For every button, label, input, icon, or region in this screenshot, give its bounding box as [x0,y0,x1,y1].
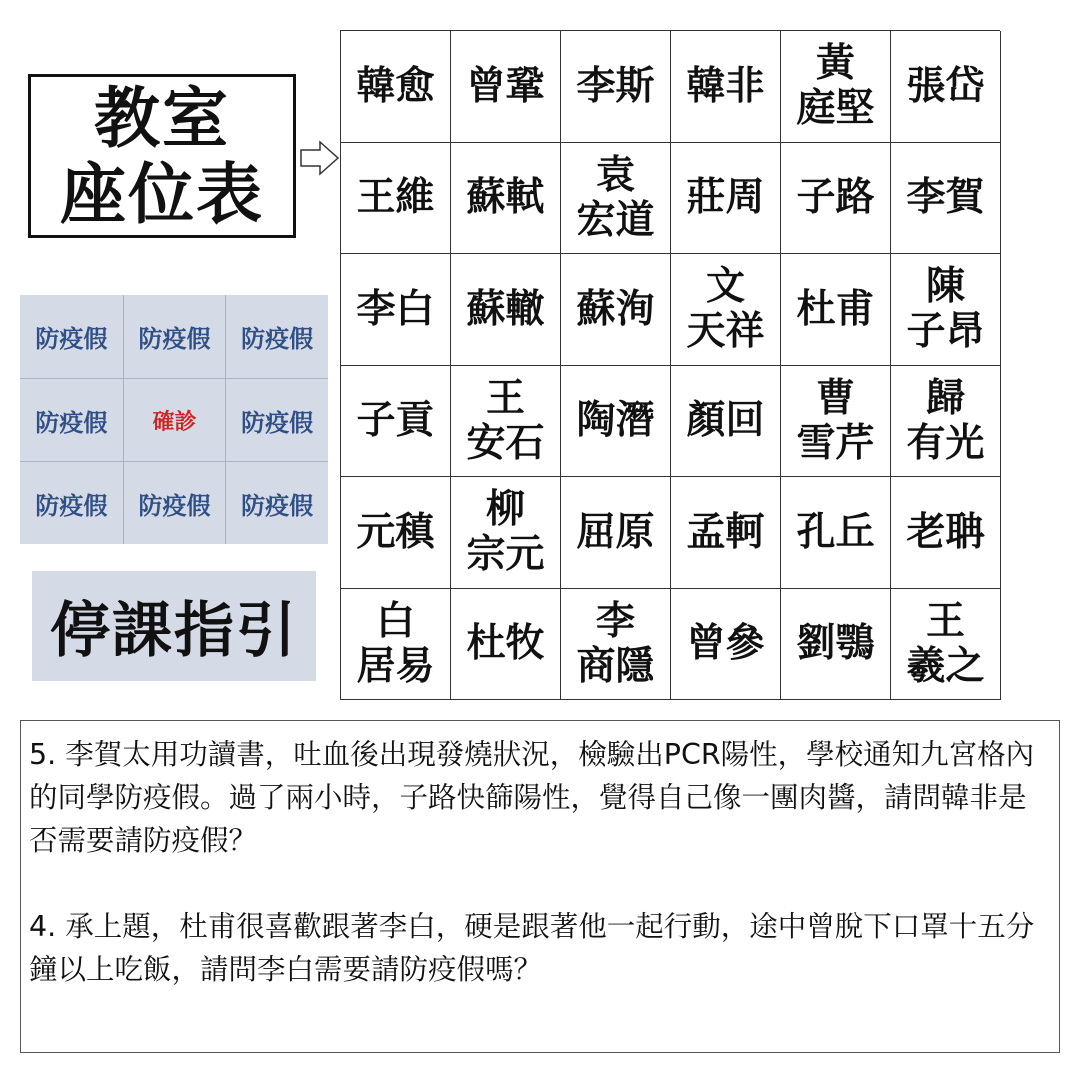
seat-name-line: 顏回 [686,397,765,444]
seat-name-line: 陳 [925,263,965,310]
quarantine-cell: 防疫假 [225,295,328,378]
quarantine-cell: 防疫假 [225,461,328,544]
quarantine-cell: 防疫假 [20,378,123,461]
seat-cell [781,477,891,589]
seat-name-line: 王 [485,374,525,421]
seat-name-line: 李賀 [906,174,985,221]
seat-cell [561,366,671,478]
seat-name-line: 子昂 [906,308,985,355]
questions-box [20,720,1060,1053]
quarantine-cell: 防疫假 [20,461,123,544]
seat-name-line: 蘇洵 [576,285,655,332]
title-box [28,74,296,238]
seat-cell [891,254,1001,366]
seat-name-line: 陶潛 [576,397,655,444]
seat-name-line: 宏道 [576,196,655,243]
seat-name-line: 屈原 [576,508,655,555]
seat-name-line: 文 [705,263,745,310]
seat-cell [341,143,451,255]
seat-name-line: 蘇轍 [466,285,545,332]
quarantine-cell: 防疫假 [35,324,108,353]
seat-name-line: 黃 [815,40,855,87]
seat-name-line: 杜牧 [466,620,545,667]
seat-cell [561,143,671,255]
right-arrow-icon [300,140,340,176]
seat-cell [781,254,891,366]
seat-cell [451,31,561,143]
seat-cell [671,589,781,701]
seat-name-line: 孟軻 [686,508,765,555]
seat-name-line: 雪芹 [796,419,875,466]
seat-name-line: 曾鞏 [466,62,545,109]
quarantine-cell: 防疫假 [123,295,226,378]
seat-name-line: 孔丘 [796,508,875,555]
seat-name-line: 蘇軾 [466,174,545,221]
seat-cell [451,143,561,255]
seat-name-line: 王 [925,597,965,644]
seat-name-line: 白 [375,597,415,644]
seat-name-line: 安石 [466,419,545,466]
seat-cell [671,254,781,366]
seat-cell [781,31,891,143]
seat-name-line: 曹 [815,374,855,421]
seat-name-line: 杜甫 [796,285,875,332]
seat-name-line: 商隱 [576,642,655,689]
seat-name-line: 莊周 [686,174,765,221]
seat-cell [341,589,451,701]
seat-cell [561,589,671,701]
seat-name-line: 子貢 [356,397,435,444]
question-4: 4. 承上題，杜甫很喜歡跟著李白，硬是跟著他一起行動，途中曾脫下口罩十五分鐘以上吃飯，請問李白需要請防疫假嗎？ [29,910,1035,986]
nine-grid [20,295,328,544]
quarantine-cell: 防疫假 [225,378,328,461]
seat-cell [781,366,891,478]
seat-cell [891,31,1001,143]
seat-name-line: 歸 [925,374,965,421]
seat-name-line: 李白 [356,285,435,332]
seat-cell [341,366,451,478]
seat-name-line: 李 [595,597,635,644]
seat-name-line: 有光 [906,419,985,466]
class-suspension-guide-label: 停課指引 [32,571,316,681]
title-line-2: 座位表 [60,155,264,233]
seat-name-line: 元稹 [356,508,435,555]
seat-cell [781,143,891,255]
seat-cell [341,477,451,589]
seat-cell [891,589,1001,701]
seat-name-line: 張岱 [906,62,985,109]
seat-name-line: 李斯 [576,62,655,109]
seat-name-line: 韓愈 [356,62,435,109]
seat-cell [341,254,451,366]
seat-cell [451,366,561,478]
seat-cell [891,477,1001,589]
seat-name-line: 劉鶚 [796,620,875,667]
seat-cell [891,143,1001,255]
seat-name-line: 庭堅 [796,85,875,132]
seat-cell [671,31,781,143]
seat-name-line: 宗元 [466,531,545,578]
question-5: 5. 李賀太用功讀書，吐血後出現發燒狀況，檢驗出PCR陽性，學校通知九宮格內的同學防疫假。過了兩小時，子路快篩陽性，覺得自己像一團肉醬，請問韓非是否需要請防疫假？ [29,738,1035,857]
seat-name-line: 柳 [485,486,525,533]
seat-name-line: 王維 [356,174,435,221]
seat-name-line: 子路 [796,174,875,221]
seat-cell [781,589,891,701]
seat-name-line: 天祥 [686,308,765,355]
confirmed-cell: 確診 [123,378,226,461]
seat-cell [561,31,671,143]
seat-cell [561,477,671,589]
seat-cell [671,477,781,589]
seat-name-line: 曾參 [686,620,765,667]
seat-cell [561,254,671,366]
seat-cell [671,143,781,255]
seat-cell [451,477,561,589]
seat-name-line: 袁 [595,151,635,198]
seat-name-line: 居易 [356,642,435,689]
seat-name-line: 韓非 [686,62,765,109]
seat-cell [341,31,451,143]
seat-name-line: 老聃 [906,508,985,555]
quarantine-cell: 防疫假 [123,461,226,544]
seating-chart [340,30,1000,700]
seat-cell [451,589,561,701]
seat-cell [671,366,781,478]
seat-cell [891,366,1001,478]
title-line-1: 教室 [94,79,230,157]
seat-cell [451,254,561,366]
seat-name-line: 羲之 [906,642,985,689]
